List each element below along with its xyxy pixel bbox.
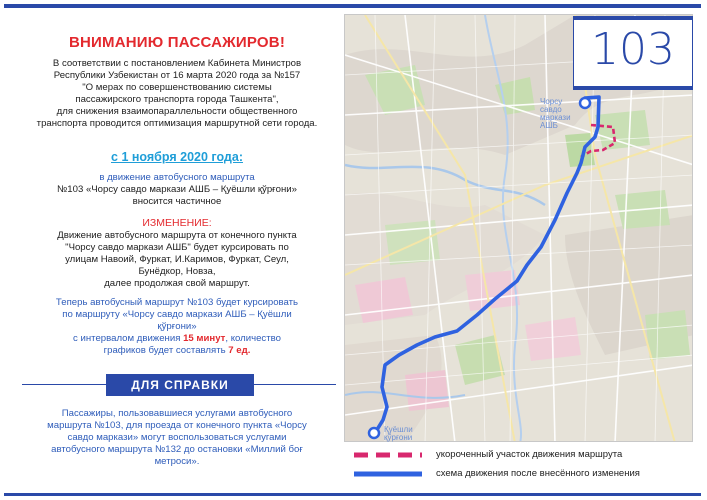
reference-line: метроси». bbox=[154, 456, 200, 467]
interval-suffix: , количество bbox=[225, 333, 281, 344]
intro-line: В соответствии с постановлением Кабинета Министров bbox=[52, 58, 302, 69]
reference-line: савдо маркази» могут воспользоваться услугами bbox=[67, 432, 287, 443]
reference-line: Пассажиры, пользовавшиеся услугами автобусного bbox=[61, 408, 293, 419]
route-number: 103 bbox=[591, 24, 675, 75]
schedule-value: 7 ед. bbox=[228, 345, 251, 356]
interval-line bbox=[20, 333, 334, 345]
intro-line: Республики Узбекистан от 16 марта 2020 года за №157 bbox=[53, 70, 301, 81]
change-line: Бунёдкор, Новза, bbox=[138, 266, 216, 277]
reference-line: автобусного маршрута №132 до остановки «Миллий боғ bbox=[51, 444, 303, 455]
interval-prefix: с интервалом движения bbox=[73, 333, 181, 344]
start-stop-line: савдо bbox=[540, 105, 562, 114]
reference-text bbox=[20, 408, 334, 468]
intro-line: пассажирского транспорта города Ташкента", bbox=[75, 94, 279, 105]
change-line: улицам Навоий, Фуркат, И.Каримов, Фуркат, Сеул, bbox=[65, 254, 289, 265]
now-line: қўрғони» bbox=[157, 321, 197, 332]
effective-date: с 1 ноября 2020 года: bbox=[111, 150, 243, 164]
bottom-frame-bar bbox=[4, 493, 701, 496]
route-number-box bbox=[573, 16, 693, 90]
change-text bbox=[20, 230, 334, 290]
schedule-prefix: графиков будет составлять bbox=[103, 345, 226, 356]
intro-line: для снижения взаимопараллельности общественного bbox=[56, 106, 298, 117]
route-intro bbox=[20, 172, 334, 208]
intro-line: "О мерах по совершенствованию системы bbox=[82, 82, 272, 93]
legend-dashed-swatch bbox=[352, 451, 424, 459]
change-heading: ИЗМЕНЕНИЕ: bbox=[142, 217, 212, 229]
top-frame-bar bbox=[4, 4, 701, 8]
route-number-bar-bottom bbox=[574, 86, 692, 90]
end-stop-line: қўрғони bbox=[384, 433, 413, 442]
start-stop-line: АШБ bbox=[540, 121, 558, 130]
start-stop-marker bbox=[580, 98, 590, 108]
start-stop-line: маркази bbox=[540, 113, 571, 122]
end-stop-line: Қуёшли bbox=[384, 425, 413, 434]
now-line: Теперь автобусный маршрут №103 будет курсировать bbox=[55, 297, 299, 308]
route-number-bar-top bbox=[574, 16, 692, 20]
start-stop-line: Чорсу bbox=[540, 97, 563, 106]
legend-solid-swatch bbox=[352, 470, 424, 478]
interval-value: 15 минут bbox=[183, 333, 226, 344]
end-stop-label bbox=[384, 426, 413, 442]
route-intro-line: вносится частичное bbox=[132, 196, 222, 207]
change-line: далее продолжая свой маршрут. bbox=[104, 278, 250, 289]
notice-title: ВНИМАНИЮ ПАССАЖИРОВ! bbox=[68, 34, 286, 51]
legend-dashed-label: укороченный участок движения маршрута bbox=[436, 449, 623, 460]
change-line: Движение автобусного маршрута от конечного пункта bbox=[57, 230, 297, 241]
intro-line: транспорта проводится оптимизация маршрутной сети города. bbox=[36, 118, 318, 129]
intro-text bbox=[20, 58, 334, 130]
change-line: "Чорсу савдо маркази АШБ" будет курсировать по bbox=[65, 242, 289, 253]
now-line: по маршруту «Чорсу савдо маркази АШБ – Қуёшли bbox=[62, 309, 292, 320]
schedule-line bbox=[20, 345, 334, 357]
start-stop-label bbox=[540, 98, 571, 130]
now-text bbox=[20, 297, 334, 357]
route-intro-line: в движение автобусного маршрута bbox=[99, 172, 255, 183]
legend-solid-label: схема движения после внесённого изменения bbox=[436, 468, 640, 479]
reference-divider-left bbox=[22, 384, 106, 385]
reference-badge: ДЛЯ СПРАВКИ bbox=[106, 374, 254, 396]
end-stop-marker bbox=[369, 428, 379, 438]
route-intro-line: №103 «Чорсу савдо маркази АШБ – Қуёшли қўрғони» bbox=[56, 184, 298, 195]
reference-divider-right bbox=[254, 384, 336, 385]
reference-line: маршрута №103, для проезда от конечного пункта «Чорсу bbox=[47, 420, 307, 431]
